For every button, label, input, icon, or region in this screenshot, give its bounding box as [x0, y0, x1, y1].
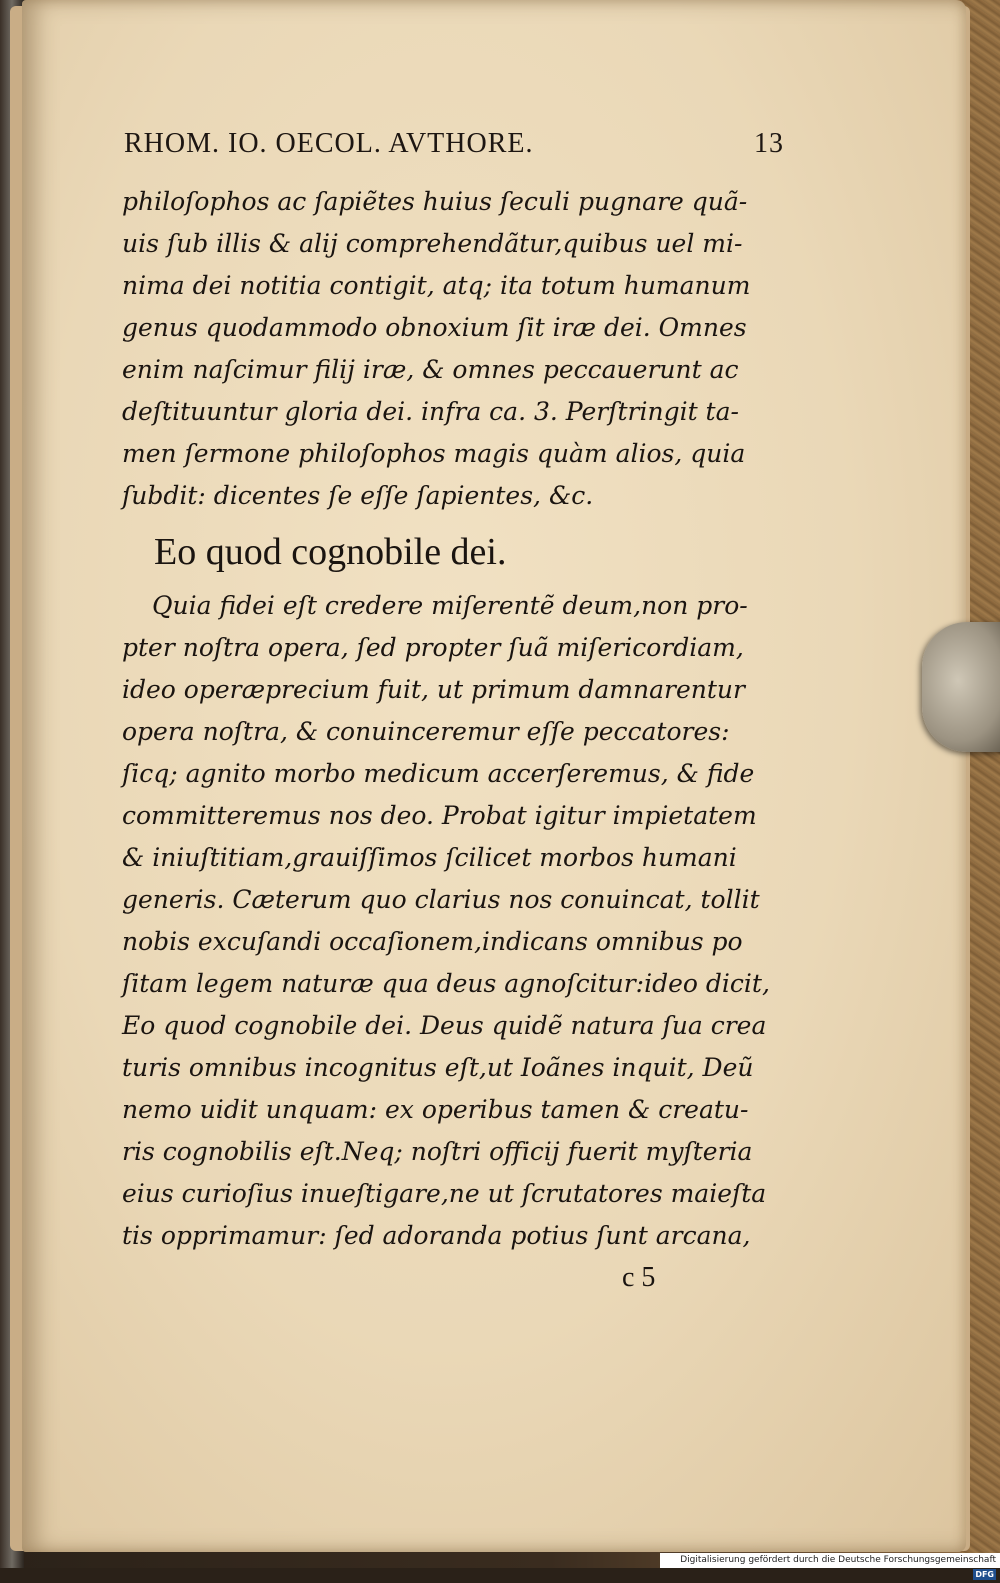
text-line: turis omnibus incognitus eſt,ut Ioãnes inquit, Deũ: [122, 1053, 754, 1082]
page-number: 13: [754, 128, 784, 159]
book-clasp: [922, 622, 1000, 752]
text-line: nemo uidit unquam: ex operibus tamen & creatu-: [122, 1095, 749, 1124]
section-heading: Eo quod cognobile dei.: [154, 531, 507, 573]
text-line: opera noſtra, & conuinceremur eſſe peccatores:: [122, 717, 730, 746]
text-line: deſtituuntur gloria dei. infra ca. 3. Perſtringit ta-: [122, 397, 739, 426]
text-line: ſitam legem naturæ qua deus agnoſcitur:ideo dicit,: [122, 969, 770, 998]
text-line: Quia fidei eſt credere miſerentẽ deum,non pro-: [152, 591, 748, 620]
running-head-title: RHOM. IO. OECOL. AVTHORE.: [124, 128, 534, 159]
text-line: ſubdit: dicentes ſe eſſe ſapientes, &c.: [122, 481, 594, 510]
text-line: Eo quod cognobile dei. Deus quidẽ natura ſua crea: [122, 1011, 767, 1040]
text-line: eius curioſius inueſtigare,ne ut ſcrutatores maieſta: [122, 1179, 767, 1208]
signature-mark: c 5: [622, 1262, 656, 1293]
text-line: philoſophos ac ſapiẽtes huius ſeculi pugnare quã-: [122, 187, 748, 216]
text-line: nima dei notitia contigit, atq; ita totum humanum: [122, 271, 751, 300]
footer-credit-text: Digitalisierung gefördert durch die Deutsche Forschungsgemeinschaft: [680, 1555, 996, 1565]
text-line: generis. Cæterum quo clarius nos conuincat, tollit: [122, 885, 760, 914]
text-line: ideo operæprecium fuit, ut primum damnarentur: [122, 675, 745, 704]
running-head: [124, 128, 784, 160]
text-line: nobis excuſandi occaſionem,indicans omnibus po: [122, 927, 743, 956]
text-line: uis ſub illis & alij comprehendãtur,quibus uel mi-: [122, 229, 743, 258]
text-line: genus quodammodo obnoxium ſit iræ dei. Omnes: [122, 313, 747, 342]
book-page: [22, 0, 966, 1552]
text-line: pter noſtra opera, ſed propter ſuã miſericordiam,: [122, 633, 744, 662]
footer-credit-banner: [660, 1553, 1000, 1579]
dfg-logo: DFG: [975, 1570, 994, 1579]
text-line: enim naſcimur filij iræ, & omnes peccauerunt ac: [122, 355, 739, 384]
text-line: & iniuſtitiam,grauiſſimos ſcilicet morbos humani: [122, 843, 737, 872]
text-line: tis opprimamur: ſed adoranda potius ſunt arcana,: [122, 1221, 751, 1250]
text-line: men ſermone philoſophos magis quàm alios, quia: [122, 439, 746, 468]
text-line: committeremus nos deo. Probat igitur impietatem: [122, 801, 757, 830]
text-line: ſicq; agnito morbo medicum accerſeremus, & fide: [122, 759, 755, 788]
text-line: ris cognobilis eſt.Neq; noſtri officij fuerit myſteria: [122, 1137, 753, 1166]
